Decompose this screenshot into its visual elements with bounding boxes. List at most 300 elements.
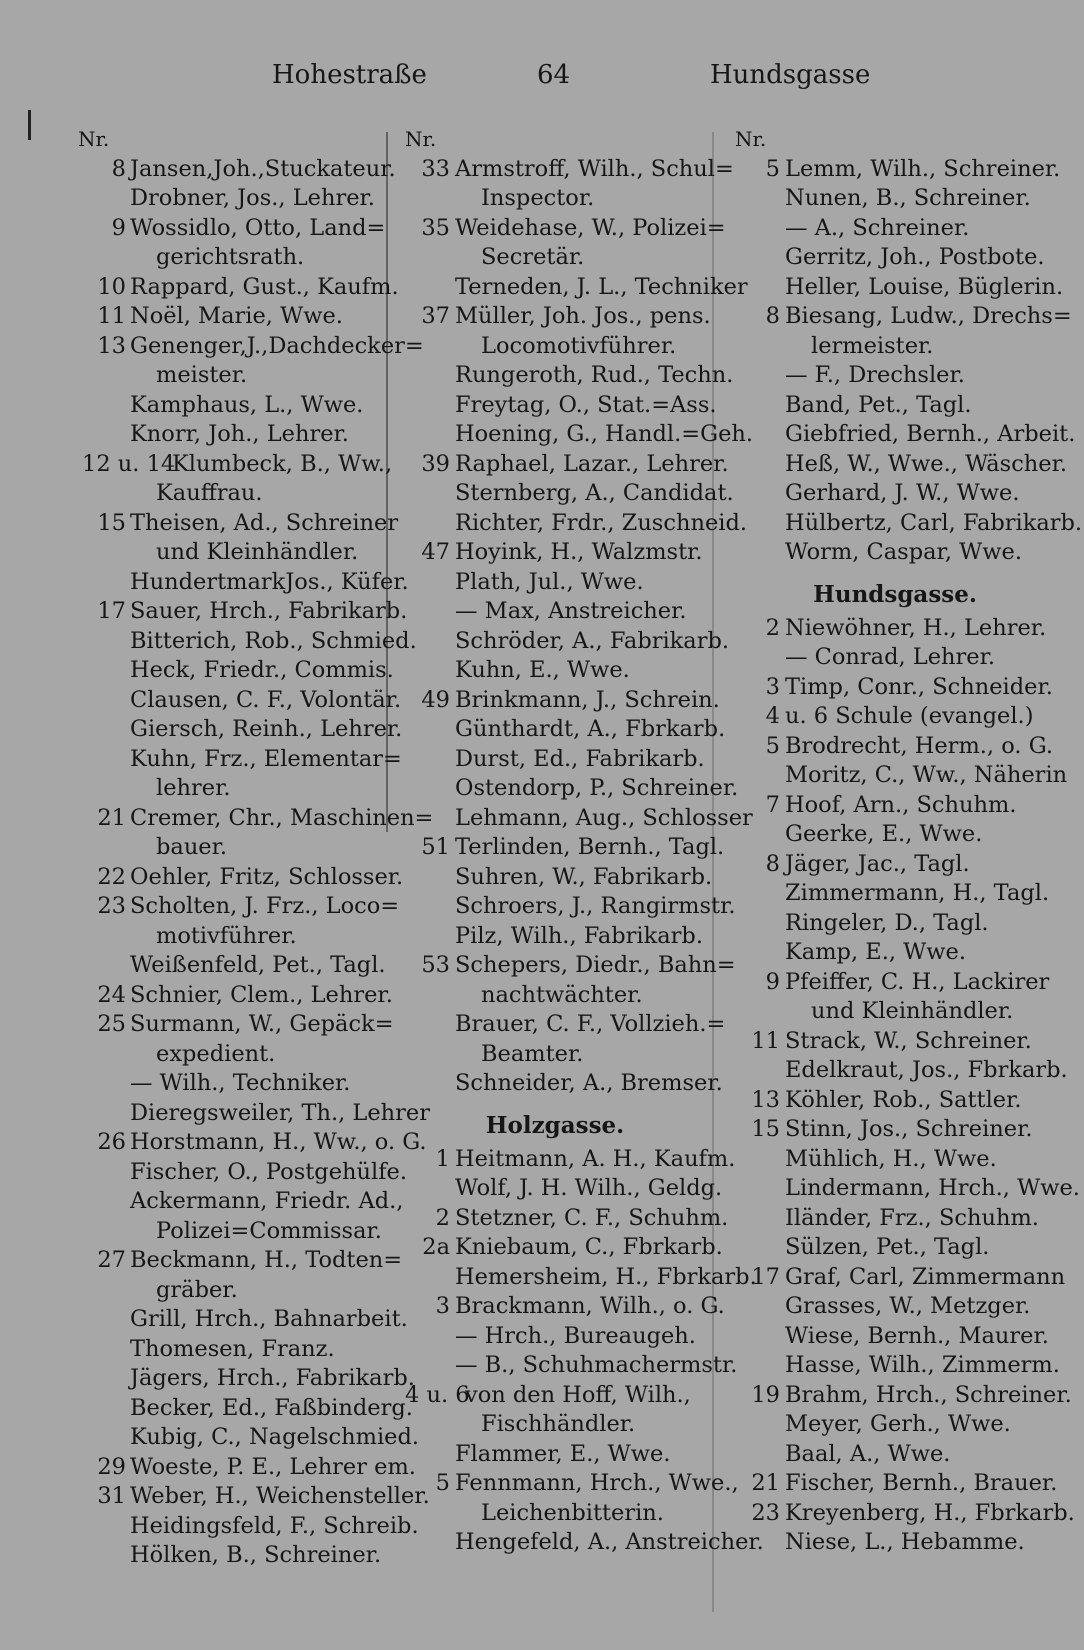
directory-entry (735, 820, 1055, 850)
resident-entry: — Conrad, Lehrer. (785, 644, 996, 670)
column-divider (712, 132, 714, 1612)
directory-entry (78, 332, 424, 362)
directory-entry (405, 361, 734, 391)
directory-entry (735, 1381, 1072, 1411)
house-number: 23 (97, 893, 126, 919)
resident-entry: Wolf, J. H. Wilh., Geldg. (455, 1175, 723, 1201)
house-number: 2a (422, 1234, 450, 1260)
directory-entry (78, 892, 400, 922)
column-2 (405, 125, 764, 1558)
directory-entry (405, 332, 705, 362)
directory-entry (405, 981, 705, 1011)
directory-entry (78, 243, 378, 273)
directory-entry (735, 1528, 1055, 1558)
house-number: 2 (435, 1204, 450, 1231)
number-column-label: Nr. (78, 127, 110, 151)
resident-entry: Woeste, P. E., Lehrer em. (130, 1453, 416, 1480)
resident-entry: — A., Schreiner. (785, 214, 970, 241)
resident-entry: Schröder, A., Fabrikarb. (455, 627, 730, 654)
resident-entry: Fischer, Bernh., Brauer. (785, 1470, 1058, 1496)
directory-entry (78, 1246, 403, 1276)
house-number: 51 (421, 834, 450, 860)
resident-entry: Moritz, C., Ww., Näherin (785, 762, 1068, 788)
directory-entry (735, 361, 1055, 391)
directory-entry (735, 1233, 1055, 1263)
resident-entry: Lemm, Wilh., Schreiner. (785, 155, 1061, 182)
house-number: 3 (765, 673, 780, 700)
directory-entry (405, 745, 705, 775)
directory-entry (735, 420, 1076, 450)
entry-continuation: und Kleinhändler. (156, 539, 359, 565)
directory-entry (735, 761, 1068, 791)
directory-entry (78, 302, 378, 332)
house-number: 3 (435, 1293, 450, 1319)
directory-entry (735, 909, 1055, 939)
house-number: 27 (97, 1247, 126, 1273)
house-number: 49 (421, 686, 450, 713)
resident-entry: Sülzen, Pet., Tagl. (785, 1234, 990, 1260)
page-number: 64 (537, 60, 571, 90)
entry-continuation: lermeister. (811, 332, 934, 359)
resident-entry: Drobner, Jos., Lehrer. (130, 185, 375, 211)
resident-entry: — Max, Anstreicher. (455, 598, 687, 624)
house-number: 9 (765, 968, 780, 995)
directory-entry (405, 1069, 723, 1099)
directory-entry (405, 892, 736, 922)
directory-entry (405, 863, 713, 893)
directory-entry (405, 1174, 723, 1204)
directory-entry (735, 1440, 1055, 1470)
directory-entry (405, 568, 705, 598)
entry-continuation: expedient. (156, 1040, 276, 1067)
resident-entry: Grasses, W., Metzger. (785, 1293, 1031, 1319)
directory-entry (405, 479, 734, 509)
resident-entry: Sternberg, A., Candidat. (455, 480, 734, 506)
directory-entry (405, 450, 729, 480)
resident-entry: Schnier, Clem., Lehrer. (130, 981, 393, 1008)
house-number: 47 (421, 539, 450, 565)
directory-entry (78, 951, 386, 981)
directory-entry (735, 1410, 1055, 1440)
directory-entry (735, 479, 1055, 509)
resident-entry: Thomesen, Franz. (130, 1335, 335, 1362)
resident-entry: Hoening, G., Handl.=Geh. (455, 421, 754, 447)
directory-entry (405, 302, 711, 332)
directory-entry (735, 1499, 1075, 1529)
house-number: 8 (111, 155, 126, 182)
resident-entry: Durst, Ed., Fabrikarb. (455, 745, 705, 772)
directory-entry (78, 450, 393, 480)
directory-entry (735, 1469, 1058, 1499)
house-number: 4 (765, 703, 780, 729)
house-number: 9 (111, 214, 126, 241)
directory-entry (78, 715, 403, 745)
directory-entry (735, 214, 1055, 244)
resident-entry: Heck, Friedr., Commis. (130, 657, 394, 683)
resident-entry: Giersch, Reinh., Lehrer. (130, 716, 403, 742)
directory-entry (78, 568, 409, 598)
house-number: 39 (421, 450, 450, 477)
resident-entry: Timp, Conr., Schneider. (785, 673, 1053, 700)
resident-entry: HundertmarkJos., Küfer. (130, 568, 409, 595)
resident-entry: Kuhn, E., Wwe. (455, 657, 630, 683)
resident-entry: — F., Drechsler. (785, 362, 965, 388)
house-number: 23 (751, 1499, 780, 1526)
house-number: 15 (751, 1116, 780, 1142)
resident-entry: Richter, Frdr., Zuschneid. (455, 509, 748, 536)
directory-entry (405, 1233, 723, 1263)
directory-entry (78, 627, 417, 657)
entry-continuation: gräber. (156, 1276, 238, 1303)
column-header (405, 125, 705, 155)
resident-entry: von den Hoff, Wilh., (465, 1381, 691, 1408)
directory-entry (78, 1217, 382, 1247)
resident-entry: Schepers, Diedr., Bahn= (455, 952, 736, 978)
house-number: 11 (751, 1027, 780, 1054)
directory-entry (405, 273, 748, 303)
resident-entry: — Wilh., Techniker. (130, 1070, 351, 1096)
directory-entry (78, 1305, 408, 1335)
resident-entry: Surmann, W., Gepäck= (130, 1011, 394, 1037)
resident-entry: Suhren, W., Fabrikarb. (455, 863, 713, 890)
directory-entry (78, 1069, 378, 1099)
entry-continuation: Kauffrau. (156, 480, 263, 506)
entry-continuation: gerichtsrath. (156, 244, 305, 270)
directory-entry (735, 1322, 1055, 1352)
directory-entry (405, 184, 705, 214)
resident-entry: Genenger,J.,Dachdecker= (130, 332, 424, 359)
house-number: 33 (421, 155, 450, 182)
directory-entry (78, 1187, 404, 1217)
directory-entry (78, 1128, 427, 1158)
house-number: 10 (97, 273, 126, 300)
directory-entry (405, 1204, 729, 1234)
resident-entry: Beckmann, H., Todten= (130, 1247, 403, 1273)
resident-entry: Geerke, E., Wwe. (785, 821, 983, 847)
house-number: 11 (97, 303, 126, 329)
column-1 (78, 125, 434, 1571)
directory-entry (78, 1099, 430, 1129)
resident-entry: Jansen,Joh.,Stuckateur. (130, 155, 396, 182)
resident-entry: Pilz, Wilh., Fabrikarb. (455, 922, 703, 949)
resident-entry: Schroers, J., Rangirmstr. (455, 893, 736, 919)
resident-entry: Brauer, C. F., Vollzieh.= (455, 1011, 726, 1037)
resident-entry: Rungeroth, Rud., Techn. (455, 362, 734, 388)
house-number: 13 (97, 332, 126, 359)
resident-entry: Gerhard, J. W., Wwe. (785, 480, 1020, 506)
house-number: 24 (97, 981, 126, 1008)
resident-entry: Heß, W., Wwe., Wäscher. (785, 450, 1068, 477)
directory-entry (78, 1541, 382, 1571)
resident-entry: Hasse, Wilh., Zimmerm. (785, 1352, 1060, 1378)
house-number: 26 (97, 1129, 126, 1155)
house-number: 8 (765, 303, 780, 329)
directory-entry (405, 1351, 738, 1381)
directory-entry (405, 1499, 705, 1529)
resident-entry: Weidehase, W., Polizei= (455, 214, 726, 241)
directory-entry (405, 1410, 705, 1440)
directory-entry (78, 1364, 415, 1394)
resident-entry: Raphael, Lazar., Lehrer. (455, 450, 729, 477)
resident-entry: Band, Pet., Tagl. (785, 391, 972, 418)
resident-entry: Lindermann, Hrch., Wwe. (785, 1175, 1080, 1201)
directory-entry (405, 627, 730, 657)
directory-entry (78, 479, 378, 509)
house-number: 2 (765, 614, 780, 641)
resident-entry: Plath, Jul., Wwe. (455, 568, 644, 595)
resident-entry: Brodrecht, Herm., o. G. (785, 732, 1054, 759)
directory-entry (405, 1322, 705, 1352)
directory-entry (78, 1394, 413, 1424)
margin-mark (28, 110, 31, 140)
resident-entry: Schneider, A., Bremser. (455, 1070, 723, 1096)
resident-entry: Kamphaus, L., Wwe. (130, 391, 364, 418)
directory-entry (405, 509, 748, 539)
directory-entry (735, 391, 1055, 421)
house-number: 29 (97, 1453, 126, 1480)
resident-entry: Oehler, Fritz, Schlosser. (130, 863, 404, 890)
resident-entry: Armstroff, Wilh., Schul= (455, 155, 734, 182)
directory-entry (735, 879, 1055, 909)
resident-entry: Weber, H., Weichensteller. (130, 1483, 430, 1509)
resident-entry: Brinkmann, J., Schrein. (455, 686, 720, 713)
resident-entry: Meyer, Gerh., Wwe. (785, 1411, 1011, 1437)
resident-entry: Kubig, C., Nagelschmied. (130, 1424, 420, 1450)
directory-entry (735, 332, 1055, 362)
resident-entry: Zimmermann, H., Tagl. (785, 880, 1050, 906)
directory-entry (405, 597, 705, 627)
entry-continuation: Inspector. (481, 185, 595, 211)
page-header (0, 60, 1084, 100)
directory-entry (78, 509, 399, 539)
resident-entry: Stinn, Jos., Schreiner. (785, 1116, 1033, 1142)
street-section-heading: Holzgasse. (485, 1111, 625, 1139)
header-street-start: Hohestraße (272, 60, 427, 90)
house-number: 13 (751, 1086, 780, 1113)
resident-entry: Brahm, Hrch., Schreiner. (785, 1381, 1072, 1408)
directory-entry (78, 833, 378, 863)
resident-entry: Fennmann, Hrch., Wwe., (455, 1470, 739, 1496)
directory-entry (78, 214, 386, 244)
directory-entry (405, 1010, 726, 1040)
directory-entry (78, 155, 396, 185)
directory-entry (405, 420, 754, 450)
resident-entry: Sauer, Hrch., Fabrikarb. (130, 598, 408, 624)
directory-entry (405, 1469, 739, 1499)
directory-entry (78, 1040, 378, 1070)
directory-entry (78, 774, 378, 804)
resident-entry: Lehmann, Aug., Schlosser (455, 804, 753, 831)
directory-entry (78, 1010, 394, 1040)
directory-entry (735, 791, 1055, 821)
directory-entry (405, 1145, 736, 1175)
directory-entry (405, 1040, 705, 1070)
directory-entry (78, 1453, 416, 1483)
entry-continuation: und Kleinhändler. (811, 998, 1014, 1024)
directory-entry (78, 686, 402, 716)
resident-entry: Nunen, B., Schreiner. (785, 185, 1031, 211)
resident-entry: Kuhn, Frz., Elementar= (130, 745, 402, 772)
resident-entry: Gerritz, Joh., Postbote. (785, 244, 1045, 270)
directory-entry (735, 450, 1068, 480)
directory-entry (78, 1158, 407, 1188)
directory-entry (735, 1115, 1055, 1145)
street-section-heading: Hundsgasse. (813, 580, 977, 608)
directory-entry (78, 538, 378, 568)
directory-entry (735, 1351, 1060, 1381)
directory-entry (405, 214, 726, 244)
resident-entry: Cremer, Chr., Maschinen= (130, 804, 434, 831)
resident-entry: Bitterich, Rob., Schmied. (130, 627, 417, 654)
house-number: 4 u. 6 (405, 1381, 470, 1408)
house-number: 15 (97, 509, 126, 536)
directory-entry (78, 922, 378, 952)
resident-entry: Wossidlo, Otto, Land= (130, 214, 386, 241)
resident-entry: Weißenfeld, Pet., Tagl. (130, 952, 386, 978)
number-column-label: Nr. (735, 127, 767, 151)
directory-entry (735, 997, 1055, 1027)
column-header (78, 125, 378, 155)
resident-entry: Terlinden, Bernh., Tagl. (455, 834, 725, 860)
resident-entry: Heller, Louise, Büglerin. (785, 273, 1064, 300)
resident-entry: Niewöhner, H., Lehrer. (785, 614, 1047, 641)
directory-entry (405, 686, 720, 716)
directory-entry (735, 1056, 1068, 1086)
resident-entry: Ackermann, Friedr. Ad., (130, 1188, 404, 1214)
directory-entry (735, 1174, 1080, 1204)
resident-entry: Edelkraut, Jos., Fbrkarb. (785, 1057, 1068, 1083)
house-number: 19 (751, 1381, 780, 1408)
resident-entry: Hoof, Arn., Schuhm. (785, 791, 1017, 818)
resident-entry: Freytag, O., Stat.=Ass. (455, 391, 717, 418)
house-number: 31 (97, 1483, 126, 1509)
entry-continuation: bauer. (156, 834, 228, 860)
directory-entry (78, 863, 404, 893)
directory-entry (735, 1292, 1055, 1322)
directory-entry (78, 804, 434, 834)
directory-entry (405, 1528, 764, 1558)
resident-entry: Worm, Caspar, Wwe. (785, 539, 1022, 565)
resident-entry: Noël, Marie, Wwe. (130, 303, 343, 329)
entry-continuation: Locomotivführer. (481, 332, 677, 359)
directory-entry (735, 1086, 1055, 1116)
house-number: 7 (765, 791, 780, 818)
directory-entry (78, 1335, 378, 1365)
resident-entry: Terneden, J. L., Techniker (455, 273, 748, 300)
resident-entry: Mühlich, H., Wwe. (785, 1145, 997, 1172)
number-column-label: Nr. (405, 127, 437, 151)
resident-entry: u. 6 Schule (evangel.) (785, 703, 1034, 729)
house-number: 5 (765, 155, 780, 182)
resident-entry: Jäger, Jac., Tagl. (785, 850, 970, 877)
directory-entry (405, 774, 739, 804)
directory-entry (735, 155, 1061, 185)
entry-continuation: Fischhändler. (481, 1411, 636, 1437)
resident-entry: Hemersheim, H., Fbrkarb. (455, 1263, 757, 1290)
entry-continuation: Secretär. (481, 244, 585, 270)
directory-entry (735, 538, 1055, 568)
resident-entry: Kreyenberg, H., Fbrkarb. (785, 1499, 1075, 1526)
house-number: 22 (97, 863, 126, 890)
directory-entry (78, 391, 378, 421)
header-street-end: Hundsgasse (710, 60, 871, 90)
directory-entry (735, 1263, 1066, 1293)
resident-entry: Kamp, E., Wwe. (785, 939, 966, 965)
directory-entry (735, 1145, 1055, 1175)
resident-entry: Stetzner, C. F., Schuhm. (455, 1204, 729, 1231)
directory-entry (735, 968, 1055, 998)
directory-entry (78, 1423, 420, 1453)
resident-entry: Strack, W., Schreiner. (785, 1027, 1032, 1054)
house-number: 53 (421, 952, 450, 978)
directory-entry (405, 243, 705, 273)
entry-continuation: lehrer. (156, 775, 231, 801)
directory-entry (735, 643, 1055, 673)
resident-entry: Niese, L., Hebamme. (785, 1529, 1025, 1555)
house-number: 17 (97, 598, 126, 624)
directory-entry (735, 1204, 1055, 1234)
resident-entry: Hoyink, H., Walzmstr. (455, 539, 703, 565)
directory-entry (735, 702, 1055, 732)
resident-entry: Jägers, Hrch., Fabrikarb. (130, 1365, 415, 1391)
resident-entry: Baal, A., Wwe. (785, 1440, 951, 1467)
directory-entry (735, 243, 1055, 273)
directory-entry (735, 938, 1055, 968)
directory-entry (405, 1263, 757, 1293)
directory-entry (78, 361, 378, 391)
house-number: 5 (435, 1470, 450, 1496)
resident-entry: Grill, Hrch., Bahnarbeit. (130, 1306, 408, 1332)
resident-entry: Köhler, Rob., Sattler. (785, 1086, 1022, 1113)
column-3 (735, 125, 1083, 1558)
directory-entry (735, 302, 1072, 332)
directory-entry (735, 732, 1055, 762)
directory-entry (735, 614, 1055, 644)
directory-entry (405, 656, 705, 686)
resident-entry: Hengefeld, A., Anstreicher. (455, 1529, 764, 1555)
resident-entry: Pfeiffer, C. H., Lackirer (785, 968, 1050, 995)
entry-continuation: meister. (156, 362, 248, 388)
entry-continuation: motivführer. (156, 922, 297, 949)
resident-entry: Clausen, C. F., Volontär. (130, 686, 402, 713)
directory-entry (735, 673, 1055, 703)
directory-entry (78, 656, 394, 686)
resident-entry: Hölken, B., Schreiner. (130, 1542, 382, 1568)
directory-entry (735, 184, 1055, 214)
directory-entry (78, 273, 399, 303)
resident-entry: Theisen, Ad., Schreiner (130, 509, 399, 536)
directory-entry (78, 981, 393, 1011)
resident-entry: Scholten, J. Frz., Loco= (130, 893, 400, 919)
resident-entry: Klumbeck, B., Ww., (172, 450, 393, 477)
resident-entry: — B., Schuhmachermstr. (455, 1352, 738, 1378)
resident-entry: Horstmann, H., Ww., o. G. (130, 1129, 427, 1155)
directory-entry (405, 1381, 705, 1411)
directory-entry (78, 597, 408, 627)
directory-entry (405, 1440, 705, 1470)
resident-entry: Hülbertz, Carl, Fabrikarb. (785, 509, 1083, 536)
resident-entry: Rappard, Gust., Kaufm. (130, 273, 399, 300)
house-number: 5 (765, 732, 780, 759)
directory-entry (78, 1276, 378, 1306)
directory-entry (405, 715, 726, 745)
resident-entry: Ostendorp, P., Schreiner. (455, 775, 739, 801)
house-number: 21 (751, 1470, 780, 1496)
directory-entry (735, 850, 1055, 880)
resident-entry: Müller, Joh. Jos., pens. (455, 303, 711, 329)
directory-entry (405, 922, 705, 952)
directory-entry (78, 745, 402, 775)
